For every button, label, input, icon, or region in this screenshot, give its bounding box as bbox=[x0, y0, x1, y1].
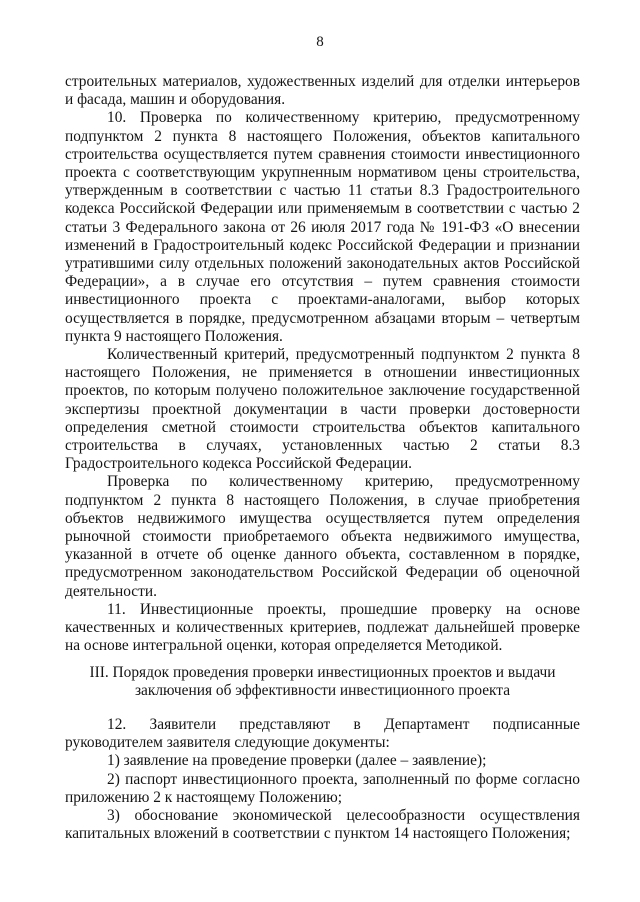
list-item-1: 1) заявление на проведение проверки (далее – заявление); bbox=[107, 752, 487, 770]
paragraph-property-acquisition: Проверка по количественному критерию, предусмотренному подпунктом 2 пункта 8 настоящего Положения, в случае приобретения объектов недвижимого имущества осуществляется путем определения рыночной стоимости приобретаемого объекта недвижимого имущества, указанной в отчете об оценке данного объекта, составленном в порядке, предусмотренном законодательством Российской Федерации об оценочной деятельности. bbox=[65, 473, 580, 600]
paragraph-quantitative-criterion: Количественный критерий, предусмотренный подпунктом 2 пункта 8 настоящего Положения, не применяется в отношении инвестиционных проектов, по которым получено положительное заключение государственной экспертизы проектной документации в части проверки достоверности определения сметной стоимости строительства объектов капитального строительства в случаях, установленных частью 2 статьи 8.3 Градостроительного кодекса Российской Федерации. bbox=[65, 346, 580, 473]
list-item-3: 3) обоснование экономической целесообразности осуществления капитальных вложений в соответствии с пунктом 14 настоящего Положения; bbox=[65, 807, 580, 843]
list-item-2: 2) паспорт инвестиционного проекта, заполненный по форме согласно приложению 2 к настоящему Положению; bbox=[65, 770, 580, 806]
section-heading-line-1: III. Порядок проведения проверки инвестиционных проектов и выдачи bbox=[89, 664, 556, 681]
paragraph-item-11: 11. Инвестиционные проекты, прошедшие проверку на основе качественных и количественных критериев, подлежат дальнейшей проверке на основе интегральной оценки, которая определяется Методикой. bbox=[65, 600, 580, 655]
document-body-bottom bbox=[65, 716, 580, 843]
paragraph-item-12: 12. Заявители представляют в Департамент подписанные руководителем заявителя следующие документы: bbox=[65, 716, 580, 752]
section-heading-line-2: заключения об эффективности инвестиционного проекта bbox=[134, 682, 511, 700]
paragraph-item-10: 10. Проверка по количественному критерию, предусмотренному подпунктом 2 пункта 8 настоящего Положения, объектов капитального строительства осуществляется путем сравнения стоимости инвестиционного проекта с соответствующим укрупненным нормативом цены строительства, утвержденным в соответствии с частью 11 статьи 8.3 Градостроительного кодекса Российской Федерации или применяемым в соответствии с частью 2 статьи 3 Федерального закона от 26 июля 2017 года № 191-ФЗ «О внесении изменений в Градостроительный кодекс Российской Федерации и признании утратившими силу отдельных положений законодательных актов Российской Федерации», а в случае его отсутствия – путем сравнения стоимости инвестиционного проекта с проектами-аналогами, выбор которых осуществляется в порядке, предусмотренном абзацами вторым – четвертым пункта 9 настоящего Положения. bbox=[65, 109, 580, 345]
paragraph-continuation: строительных материалов, художественных изделий для отделки интерьеров и фасада, машин и оборудования. bbox=[65, 73, 580, 109]
page-number: 8 bbox=[316, 34, 324, 50]
document-body-top bbox=[65, 73, 580, 656]
section-heading bbox=[65, 664, 580, 700]
